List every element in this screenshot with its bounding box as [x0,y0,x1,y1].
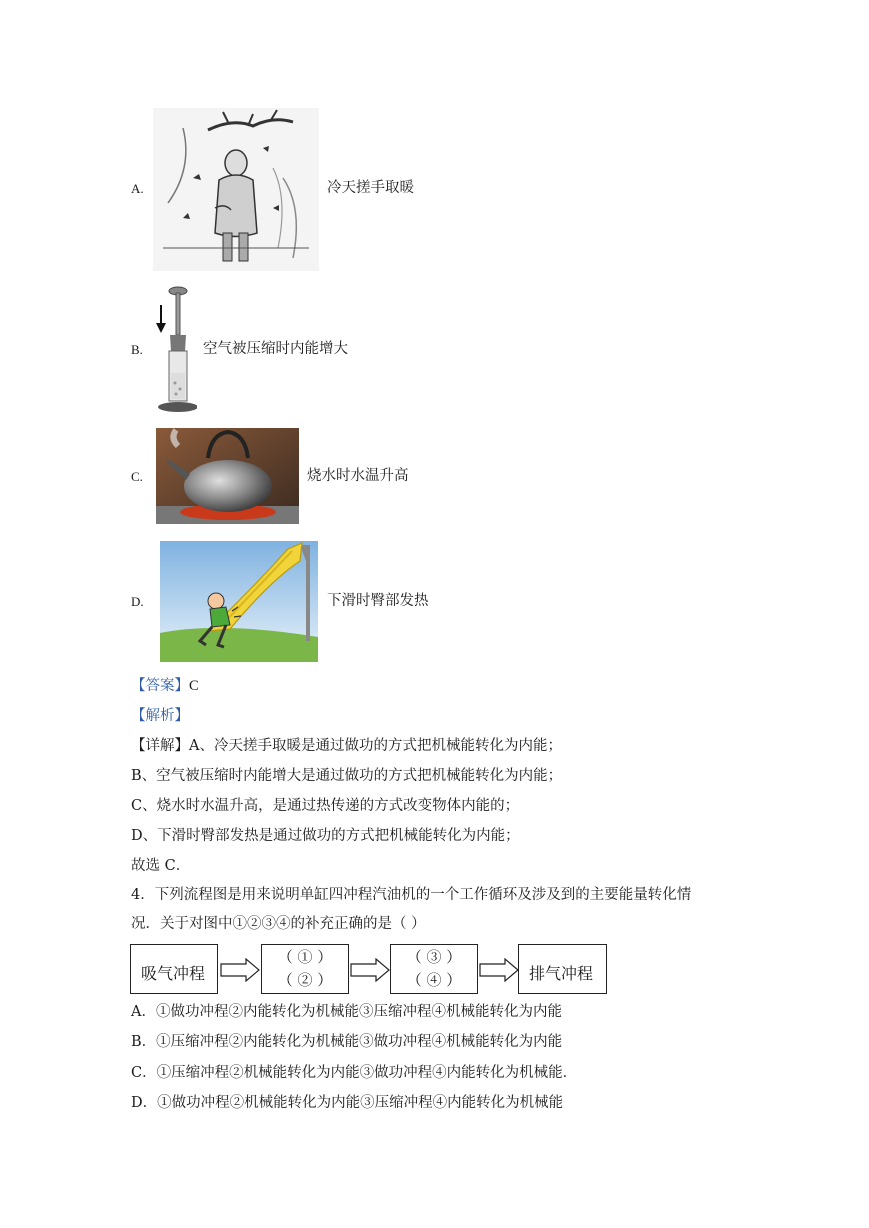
flow-slot-3: （ ③ ） [406,948,462,966]
choice-d: D．①做功冲程②机械能转化为内能③压缩冲程④内能转化为机械能 [131,1095,564,1111]
choice-a: A．①做功冲程②内能转化为机械能③压缩冲程④机械能转化为内能 [131,1004,562,1020]
flow-box-exhaust [518,944,607,994]
question-4-line-1: 4．下列流程图是用来说明单缸四冲程汽油机的一个工作循环及涉及到的主要能量转化情 [131,887,692,903]
flow-box-exhaust-label: 排气冲程 [529,964,594,983]
flow-box-intake [130,944,218,994]
flow-arrow-2 [350,958,390,986]
flow-slot-2: （ ② ） [277,971,333,989]
option-b-caption: 空气被压缩时内能增大 [203,341,348,357]
detail-line-2: B、空气被压缩时内能增大是通过做功的方式把机械能转化为内能； [131,768,563,784]
option-c-letter: C. [131,469,143,484]
flow-box-intake-label: 吸气冲程 [141,964,206,983]
answer-line [131,679,199,694]
flow-arrow-3 [479,958,519,986]
answer-value: C [189,678,199,694]
detail-tag: 【详解】 [131,738,189,754]
flow-box-3 [390,944,478,994]
option-d-caption: 下滑时臀部发热 [327,593,429,609]
question-4-line-2: 况．关于对图中①②③④的补充正确的是（ ） [131,916,426,932]
flow-slot-4: （ ④ ） [406,971,462,989]
option-d-letter: D. [131,594,144,609]
option-b-letter: B. [131,342,143,357]
analysis-tag: 【解析】 [131,708,189,724]
detail-line-5: 故选 C． [131,858,191,874]
detail-line-4: D、下滑时臀部发热是通过做功的方式把机械能转化为内能； [131,828,520,844]
choice-b: B．①压缩冲程②内能转化为机械能③做功冲程④机械能转化为内能 [131,1034,563,1050]
detail-line-1 [131,739,562,754]
choice-c: C．①压缩冲程②机械能转化为内能③做功冲程④内能转化为机械能． [131,1065,578,1081]
flow-slot-1: （ ① ） [277,948,333,966]
kettle-photo [156,428,299,524]
option-a-caption: 冷天搓手取暖 [327,180,414,196]
option-a-letter: A. [131,181,144,196]
detail-text-1: A、冷天搓手取暖是通过做功的方式把机械能转化为内能； [189,738,562,754]
option-c-caption: 烧水时水温升高 [307,468,409,484]
slide-illustration [160,541,318,662]
answer-tag: 【答案】 [131,678,189,694]
detail-line-3: C、烧水时水温升高，是通过热传递的方式改变物体内能的； [131,798,520,814]
flow-arrow-1 [220,958,260,986]
rubbing-hands-illustration [153,108,319,271]
flow-box-2 [261,944,349,994]
air-pump-illustration [152,283,197,415]
